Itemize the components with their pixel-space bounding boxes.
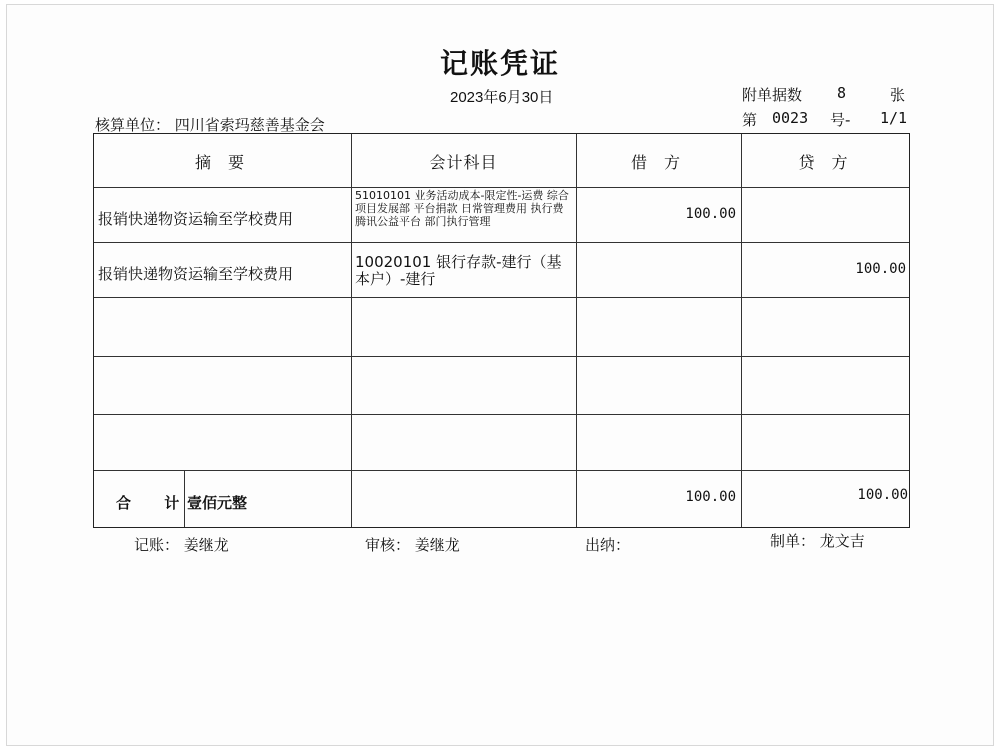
voucher-title: 记账凭证 [439, 47, 560, 80]
voucher-table [93, 133, 910, 528]
voucher-page: 1/1 [880, 109, 908, 127]
header-debit: 借 方 [630, 153, 687, 172]
row-divider-3 [94, 356, 909, 357]
header-summary: 摘 要 [194, 153, 251, 172]
voucher-no-prefix: 第 [742, 111, 758, 129]
preparer-sign: 制单： 龙文吉 [770, 532, 865, 550]
voucher-no-value: 0023 [772, 109, 809, 127]
row-2-summary: 报销快递物资运输至学校费用 [98, 265, 294, 283]
row-divider-5 [94, 470, 909, 471]
total-amount-words: 壹佰元整 [187, 494, 248, 512]
reviewer-sign: 审核： 姜继龙 [365, 536, 460, 554]
row-divider-1 [94, 242, 909, 243]
col-divider-3 [741, 134, 742, 527]
attachments-info [742, 84, 912, 105]
attachments-label: 附单据数 [742, 86, 803, 104]
row-divider-4 [94, 414, 909, 415]
accounting-unit: 核算单位： 四川省索玛慈善基金会 [95, 116, 325, 134]
total-credit: 100.00 [857, 487, 908, 503]
voucher-date: 2023年6月30日 [450, 89, 554, 106]
row-1-debit: 100.00 [685, 206, 736, 222]
attachments-unit: 张 [890, 86, 906, 104]
header-credit: 贷 方 [798, 153, 854, 172]
total-label: 合 计 [116, 494, 194, 512]
col-divider-2 [576, 134, 577, 527]
voucher-no-suffix: 号- [830, 111, 851, 129]
bookkeeper-sign: 记账： 姜继龙 [134, 536, 229, 554]
row-2-credit: 100.00 [855, 261, 906, 277]
row-1-account: 51010101 业务活动成本-限定性-运费 综合项目发展部 平台捐款 日常管理费用 执行费 腾讯公益平台 部门执行管理 [355, 189, 569, 228]
total-debit: 100.00 [685, 489, 736, 505]
cashier-sign: 出纳： [585, 536, 631, 554]
header-account: 会计科目 [429, 153, 498, 172]
row-1-summary: 报销快递物资运输至学校费用 [98, 210, 294, 228]
attachments-count: 8 [837, 84, 847, 102]
col-divider-1 [351, 134, 352, 527]
header-divider [94, 187, 909, 188]
row-divider-2 [94, 297, 909, 298]
row-2-account: 10020101 银行存款-建行（基本户）-建行 [355, 253, 562, 288]
